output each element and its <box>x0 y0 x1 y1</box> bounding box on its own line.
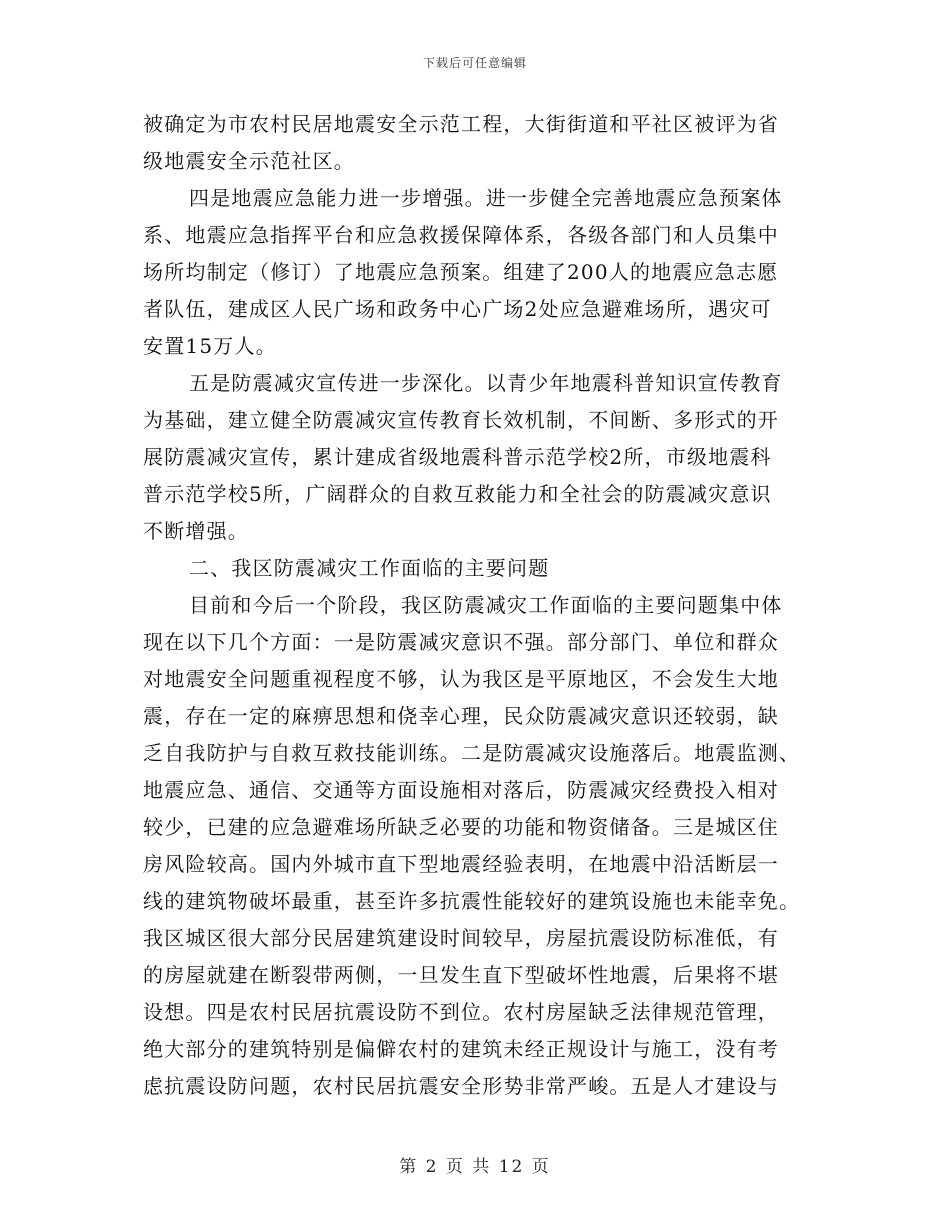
page-footer: 第 2 页 共 12 页 <box>399 1157 551 1177</box>
text-line: 乏自我防护与自救互救技能训练。二是防震减灾设施落后。地震监测、 <box>143 741 801 765</box>
text-line: 系、地震应急指挥平台和应急救援保障体系，各级各部门和人员集中 <box>143 223 779 247</box>
document-body <box>143 106 813 1105</box>
text-line: 现在以下几个方面：一是防震减灾意识不强。部分部门、单位和群众 <box>143 630 779 654</box>
text-line: 被确定为市农村民居地震安全示范工程，大街街道和平社区被评为省 <box>143 112 779 136</box>
text-line: 安置15万人。 <box>143 334 277 358</box>
text-line: 虑抗震设防问题，农村民居抗震安全形势非常严峻。五是人才建设与 <box>143 1074 779 1098</box>
text-line: 房风险较高。国内外城市直下型地震经验表明，在地震中沿活断层一 <box>143 852 779 876</box>
text-line: 展防震减灾宣传，累计建成省级地震科普示范学校2所，市级地震科 <box>143 445 772 469</box>
text-line: 五是防震减灾宣传进一步深化。以青少年地震科普知识宣传教育 <box>189 371 783 395</box>
text-line: 我区城区很大部分民居建筑建设时间较早，房屋抗震设防标准低，有 <box>143 926 779 950</box>
text-line: 线的建筑物破坏最重，甚至许多抗震性能较好的建筑设施也未能幸免。 <box>143 889 801 913</box>
text-line: 不断增强。 <box>143 519 249 543</box>
text-line: 场所均制定（修订）了地震应急预案。组建了200人的地震应急志愿 <box>143 260 779 284</box>
text-line: 对地震安全问题重视程度不够，认为我区是平原地区，不会发生大地 <box>143 667 779 691</box>
text-line: 者队伍，建成区人民广场和政务中心广场2处应急避难场所，遇灾可 <box>143 297 772 321</box>
text-line: 地震应急、通信、交通等方面设施相对落后，防震减灾经费投入相对 <box>143 778 779 802</box>
text-line: 目前和今后一个阶段，我区防震减灾工作面临的主要问题集中体 <box>189 593 783 617</box>
text-line: 较少，已建的应急避难场所缺乏必要的功能和物资储备。三是城区住 <box>143 815 779 839</box>
text-line: 震，存在一定的麻痹思想和侥幸心理，民众防震减灾意识还较弱，缺 <box>143 704 779 728</box>
text-line: 的房屋就建在断裂带两侧，一旦发生直下型破坏性地震，后果将不堪 <box>143 963 779 987</box>
text-line: 为基础，建立健全防震减灾宣传教育长效机制，不间断、多形式的开 <box>143 408 779 432</box>
text-line: 普示范学校5所，广阔群众的自救互救能力和全社会的防震减灾意识 <box>143 482 772 506</box>
text-line: 四是地震应急能力进一步增强。进一步健全完善地震应急预案体 <box>189 186 783 210</box>
text-line: 二、我区防震减灾工作面临的主要问题 <box>189 556 550 580</box>
page-header: 下载后可任意编辑 <box>422 56 527 70</box>
text-line: 设想。四是农村民居抗震设防不到位。农村房屋缺乏法律规范管理， <box>143 1000 779 1024</box>
text-line: 绝大部分的建筑特别是偏僻农村的建筑未经正规设计与施工，没有考 <box>143 1037 779 1061</box>
text-line: 级地震安全示范社区。 <box>143 149 355 173</box>
